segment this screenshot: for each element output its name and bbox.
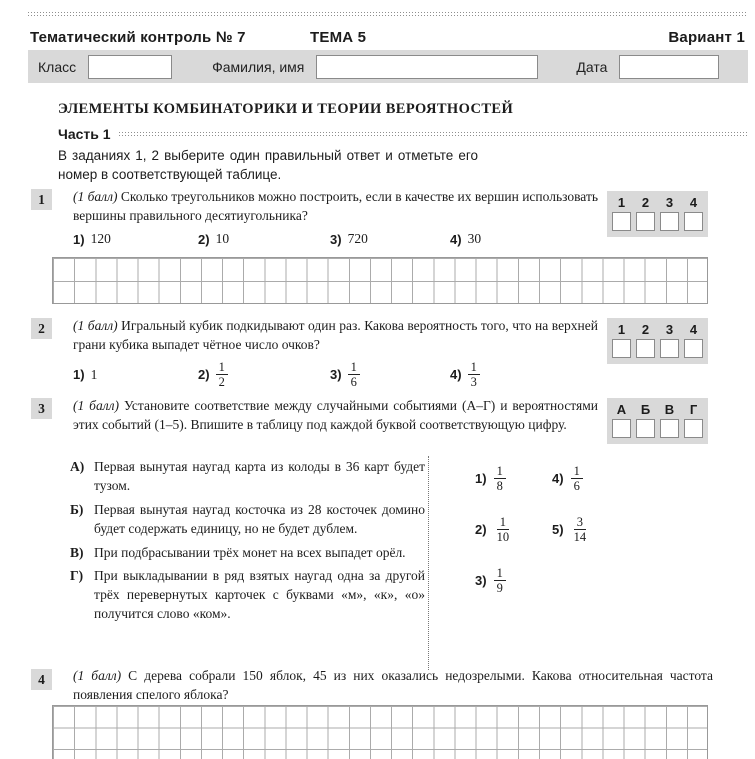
option-value: 120 [90, 231, 111, 246]
answer-box[interactable] [636, 419, 655, 438]
event-item-g [70, 567, 428, 624]
answer-box[interactable] [612, 419, 631, 438]
question-1-points: (1 балл) [73, 189, 118, 204]
question-2-points: (1 балл) [73, 318, 118, 333]
question-3-points: (1 балл) [73, 398, 119, 413]
answer-col-header: Г [689, 402, 698, 417]
answer-col-header: А [616, 402, 627, 417]
fraction-denominator: 3 [470, 375, 477, 390]
question-4-text [73, 667, 713, 705]
question-1-number: 1 [31, 189, 52, 210]
event-item-b [70, 501, 428, 539]
event-text: Первая вынутая наугад карта из колоды в 36 карт будет тузом. [94, 459, 425, 493]
option-label: 2) [198, 367, 210, 383]
fraction-numerator: 1 [494, 566, 506, 581]
probability-fraction [571, 515, 590, 545]
fraction-numerator: 1 [497, 515, 509, 530]
option-label: 1) [73, 231, 85, 247]
answer-table-headers [612, 322, 703, 337]
question-1-text [73, 188, 598, 226]
answer-col-header: 2 [641, 195, 650, 210]
probability-2 [475, 515, 552, 545]
question-3-body: Установите соответствие между случайными событиями (А–Г) и вероятностями этих событий (1–5). Впишите в таблицу под каждой буквой соответствующую цифру. [73, 398, 599, 432]
question-2-number: 2 [31, 318, 52, 339]
option-value: 30 [467, 231, 482, 246]
option-fraction [468, 360, 480, 390]
answer-col-header: 3 [665, 195, 674, 210]
question-2-body: Игральный кубик подкидывают один раз. Какова вероятность того, что на верхней грани кубика выпадет чётное число очков? [73, 318, 598, 352]
top-dotted-rule [28, 12, 748, 16]
option-value: 10 [215, 231, 230, 246]
fraction-denominator: 8 [496, 479, 503, 494]
question-2-text [73, 317, 598, 355]
option-4 [450, 360, 480, 390]
answer-box[interactable] [684, 212, 703, 231]
answer-box[interactable] [636, 212, 655, 231]
question-4-body: С дерева собрали 150 яблок, 45 из них оказались недозрелыми. Какова относительная частота появления спелого яблока? [73, 668, 713, 702]
fraction-denominator: 10 [496, 530, 510, 545]
answer-table-boxes [612, 339, 703, 358]
answer-box[interactable] [684, 419, 703, 438]
answer-col-header: 1 [617, 195, 626, 210]
probability-5 [552, 515, 629, 545]
probability-fraction [494, 566, 506, 596]
event-text: Первая вынутая наугад косточка из 28 косточек домино будет содержать единицу, но не будет дублем. [94, 501, 425, 536]
answer-box[interactable] [612, 339, 631, 358]
option-label: 3) [330, 367, 342, 383]
part1-row [58, 126, 748, 142]
fraction-numerator: 1 [571, 464, 583, 479]
probability-fraction [571, 464, 583, 494]
fraction-denominator: 2 [218, 375, 225, 390]
date-input[interactable] [619, 55, 719, 79]
event-label: А) [70, 459, 85, 474]
answer-col-header: В [664, 402, 675, 417]
fraction-numerator: 1 [348, 360, 360, 375]
question-1-options [73, 231, 633, 247]
part1-instruction: В заданиях 1, 2 выберите один правильный ответ и отметьте его номер в соответствующей таблице. [58, 148, 478, 182]
doc-variant: Вариант 1 [668, 29, 745, 46]
answer-box[interactable] [684, 339, 703, 358]
question-1-work-grid[interactable] [52, 257, 708, 304]
answer-box[interactable] [612, 212, 631, 231]
answer-col-header: 2 [641, 322, 650, 337]
probability-1 [475, 464, 552, 494]
question-2-options [73, 360, 633, 390]
answer-table-boxes [612, 212, 703, 231]
option-4 [450, 231, 481, 247]
event-label: Г) [70, 568, 84, 584]
fraction-numerator: 3 [574, 515, 586, 530]
option-value: 1 [90, 366, 98, 382]
probability-label: 4) [552, 471, 564, 487]
probability-label: 2) [475, 522, 487, 538]
student-info-bar [28, 50, 748, 83]
event-text: При подбрасывании трёх монет на всех выпадет орёл. [94, 544, 406, 560]
option-fraction [348, 360, 360, 390]
answer-col-header: Б [640, 402, 651, 417]
answer-box[interactable] [636, 339, 655, 358]
class-input[interactable] [88, 55, 172, 79]
class-label: Класс [38, 58, 77, 75]
doc-title: Тематический контроль № 7 [30, 29, 246, 46]
option-label: 4) [450, 367, 462, 383]
probability-label: 5) [552, 522, 564, 538]
option-2 [198, 231, 330, 247]
option-value: 720 [347, 231, 368, 246]
probability-fraction [494, 515, 513, 545]
option-1 [73, 231, 198, 247]
option-3 [330, 360, 450, 390]
option-label: 1) [73, 367, 85, 383]
probability-label: 3) [475, 572, 487, 588]
question-3-events [70, 458, 428, 629]
answer-table-headers [612, 402, 703, 417]
fraction-denominator: 9 [496, 580, 503, 595]
answer-col-header: 4 [689, 195, 698, 210]
section-title: ЭЛЕМЕНТЫ КОМБИНАТОРИКИ И ТЕОРИИ ВЕРОЯТНОСТЕЙ [58, 101, 514, 117]
question-4-work-grid[interactable] [52, 705, 708, 759]
doc-theme: ТЕМА 5 [310, 29, 367, 46]
fraction-denominator: 6 [350, 375, 357, 390]
question-3-number: 3 [31, 398, 52, 419]
option-label: 3) [330, 231, 342, 247]
probability-fraction [494, 464, 506, 494]
option-3 [330, 231, 450, 247]
event-label: Б) [70, 501, 84, 517]
answer-col-header: 4 [689, 322, 698, 337]
answer-col-header: 3 [665, 322, 674, 337]
fraction-numerator: 1 [494, 464, 506, 479]
answer-box[interactable] [660, 339, 679, 358]
probability-4 [552, 464, 629, 494]
fraction-denominator: 14 [573, 530, 587, 545]
question-3-answer-table [607, 398, 708, 444]
question-4-number: 4 [31, 669, 52, 690]
option-label: 4) [450, 231, 462, 247]
probability-label: 1) [475, 471, 487, 487]
question-3-probabilities [475, 464, 629, 595]
probability-3 [475, 566, 552, 596]
date-label: Дата [576, 58, 608, 75]
event-item-v [70, 544, 428, 563]
option-2 [198, 360, 330, 390]
fraction-denominator: 6 [573, 479, 580, 494]
fraction-numerator: 1 [468, 360, 480, 375]
option-fraction [216, 360, 228, 390]
name-input[interactable] [316, 55, 538, 79]
answer-table-boxes [612, 419, 703, 438]
event-item-a [70, 458, 428, 496]
answer-box[interactable] [660, 419, 679, 438]
question-4-points: (1 балл) [73, 668, 122, 683]
option-label: 2) [198, 231, 210, 247]
answer-col-header: 1 [617, 322, 626, 337]
question-2-answer-table [607, 318, 708, 364]
probability-row [475, 464, 629, 494]
probability-row [475, 566, 629, 596]
name-label: Фамилия, имя [212, 58, 305, 75]
event-label: В) [70, 544, 84, 560]
question-1-body: Сколько треугольников можно построить, если в качестве их вершин использовать вершины правильного десятиугольника? [73, 189, 598, 223]
question-3-text [73, 397, 598, 435]
fraction-numerator: 1 [216, 360, 228, 375]
column-separator [428, 456, 429, 670]
event-text: При выкладывании в ряд взятых наугад одна за другой трёх перевернутых карточек с буквами «м», «к», «о» получится слово «ком». [94, 568, 425, 622]
part1-dotted-rule [119, 132, 748, 136]
answer-box[interactable] [660, 212, 679, 231]
probability-row [475, 515, 629, 545]
answer-table-headers [612, 195, 703, 210]
part1-label: Часть 1 [58, 126, 111, 142]
option-1 [73, 367, 198, 383]
